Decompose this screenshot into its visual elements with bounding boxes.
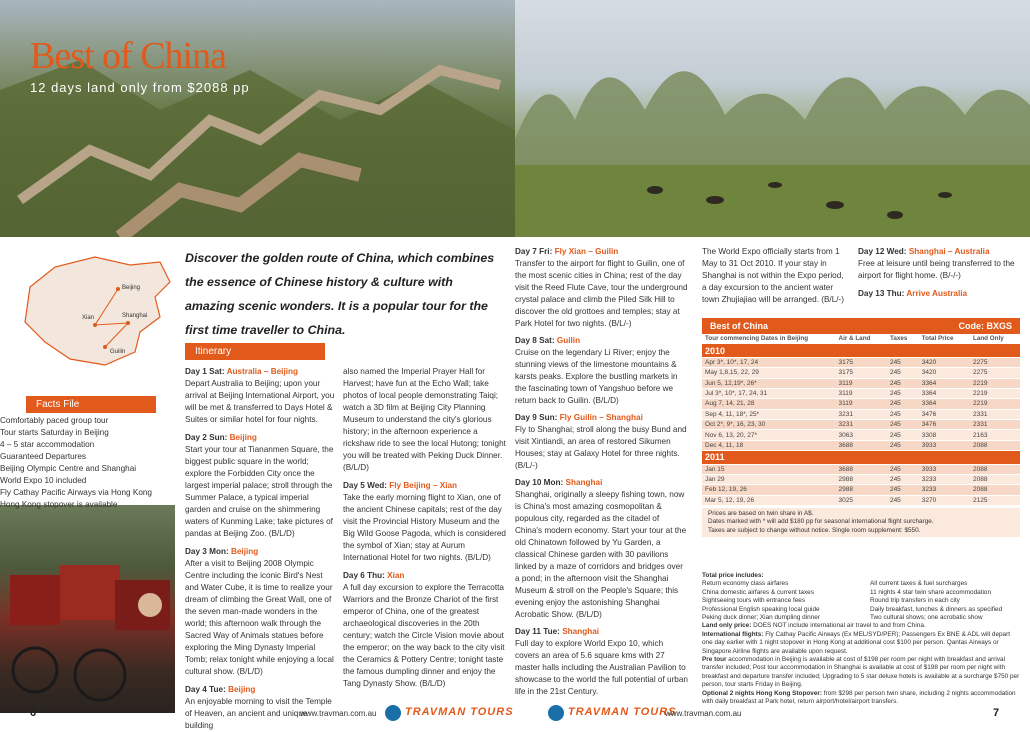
intro-text: Discover the golden route of China, which combines the essence of Chinese history & culture with amazing scenic wonders. It is a popular tour for the first time traveller to China. [185, 251, 495, 337]
table-cell: 3119 [836, 388, 887, 398]
table-row [702, 430, 1020, 440]
inclusion-item: Return economy class airfares [702, 580, 789, 588]
price-table-body [702, 334, 1020, 506]
day-heading: Day 1 Sat: [185, 367, 227, 376]
table-row [702, 378, 1020, 388]
day-destination: Xian [387, 571, 405, 580]
day-description: After a visit to Beijing 2008 Olympic Centre including the iconic Bird's Nest and Water Cube, it is time to realize your dream of climbing the Great Wall, one of the seven man-made wonders in the world; this afternoon walk through the Sacred Way of Animals statues before exploring the Ming Dynasty Imperial Tomb; relax tonight while enjoying a local cultural show. (B/L/D) [185, 559, 334, 676]
day-destination: Shanghai [562, 627, 600, 636]
day-entry [343, 480, 508, 564]
table-cell: 3231 [836, 409, 887, 419]
day-entry [185, 432, 335, 540]
map-label-guilin: Guilin [110, 349, 126, 355]
day-entry [515, 335, 688, 407]
table-cell: 245 [887, 474, 919, 484]
day-description: An enjoyable morning to visit the Temple of Heaven, an ancient and unique building [185, 697, 332, 730]
itinerary-column-2 [343, 366, 508, 690]
rickshaw-photo [0, 505, 175, 713]
day-description: Take the early morning flight to Xian, one of the ancient Chinese capitals; rest of the day visit the Provincial History Museum and the Big Wild Goose Pagoda, which is considered the symbol of Xian; stay at Aurum International Hotel for two nights. (B/L/D) [343, 493, 506, 562]
inclusion-paragraph: International flights: Fly Cathay Pacific Airways (Ex MEL/SYD/PER); Passengers Ex BNE & ADL will depart one day earlier with 1 night stopover in Hong Kong at additional cost $100 per person. Qantas Airways or Singapore Airline flights are available upon request. [702, 630, 1011, 655]
table-cell: 3933 [919, 464, 970, 474]
table-cell: 3119 [836, 378, 887, 388]
table-cell: Jan 29 [702, 474, 836, 484]
table-cell: 245 [887, 495, 919, 505]
itinerary-label: Itinerary [185, 343, 325, 360]
table-row [702, 495, 1020, 505]
table-cell: 3231 [836, 420, 887, 430]
fact-item: 4 – 5 star accommodation [0, 440, 95, 449]
fact-item: Beijing Olympic Centre and Shanghai [0, 464, 137, 473]
table-cell: 2163 [970, 430, 1020, 440]
table-cell: Jun 5, 12,19*, 26* [702, 378, 836, 388]
column-header: Air & Land [836, 334, 887, 344]
price-table-header [702, 318, 1020, 334]
table-cell: 3175 [836, 357, 887, 367]
inclusions-left [702, 580, 852, 622]
table-cell: 3025 [836, 495, 887, 505]
table-cell: 2988 [836, 485, 887, 495]
table-cell: Sep 4, 11, 18*, 25* [702, 409, 836, 419]
table-cell: 3233 [919, 474, 970, 484]
table-cell: 245 [887, 368, 919, 378]
table-cell: 3364 [919, 378, 970, 388]
inclusion-item: Two cultural shows; one acrobatic show [870, 614, 983, 622]
inclusions-heading: Total price includes: [702, 572, 764, 579]
table-cell: Oct 2*, 9*, 16, 23, 30 [702, 420, 836, 430]
day-description: Full day to explore World Expo 10, which covers an area of 5.6 square kms with 27 master halls including the Australian Pavilion to showcase to the world the full potential of urban life in the 21st Century. [515, 639, 688, 696]
table-row [702, 357, 1020, 367]
day-destination: Fly Beijing – Xian [389, 481, 458, 490]
day-destination: Australia – Beijing [226, 367, 298, 376]
inclusions-right [852, 580, 1020, 622]
inclusion-paragraph: Pre tour accommodation in Beijing is available at cost of $198 per room per night with breakfast and arrival transfer included; Post tour accommodation in Shanghai is available at cost of $198 per room per night with breakfast and departure transfer included; Upgrading to 5 star deluxe hotels is available at a surcharge $750 per person, tour starts Friday in Beijing. [702, 656, 1020, 689]
table-cell: 3476 [919, 420, 970, 430]
column-header: Total Price [919, 334, 970, 344]
table-row [702, 474, 1020, 484]
table-cell: Jan 15 [702, 464, 836, 474]
table-cell: 3175 [836, 368, 887, 378]
table-cell: 245 [887, 440, 919, 450]
inclusion-item: Professional English speaking local guide [702, 605, 820, 613]
day-entry [515, 626, 688, 698]
brand-logo-left: TRAVMAN TOURS [405, 706, 514, 718]
day-heading: Day 10 Mon: [515, 478, 566, 487]
day-description: Shanghai, originally a sleepy fishing town, now is China's most amazing cosmopolitan & populous city, regarded as the citadel of China's modern economy. Start your tour at the old Chinatown followed by Yu Garden, a classical Chinese garden with 30 pavilions linked by a maze of corridors and bridges over a pond; in the afternoon visit the Shanghai Museum & stroll on the People's Square; this evening enjoy the astonishing Shanghai Acrobatic Show. (B/L/D) [515, 490, 687, 619]
table-row [702, 388, 1020, 398]
globe-logo-icon [385, 705, 401, 721]
day-heading: Day 12 Wed: [858, 247, 909, 256]
table-cell: Aug 7, 14, 21, 28 [702, 399, 836, 409]
map-label-shanghai: Shanghai [122, 313, 148, 319]
price-table [702, 318, 1020, 537]
day-entry [343, 570, 508, 690]
itinerary-column-5 [858, 246, 1018, 300]
day-entry [515, 477, 688, 621]
table-cell: 2331 [970, 409, 1020, 419]
table-cell: 2219 [970, 399, 1020, 409]
globe-logo-icon [548, 705, 564, 721]
page-title: Best of China [30, 35, 226, 77]
day-description: Transfer to the airport for flight to Guilin, one of the most scenic cities in China; rest of the day visit the Reed Flute Cave, tour the underground crystal palace and climb the Piled Silk Hill to discover the old grottoes and temples; stay at Park Hotel for two nights. (B/L/-) [515, 259, 688, 328]
price-note: Taxes are subject to change without notice. Single room supplement: $550. [708, 526, 921, 534]
day-destination: Fly Xian – Guilin [554, 247, 619, 256]
column-header: Taxes [887, 334, 919, 344]
footer-url-left[interactable]: www.travman.com.au [300, 709, 377, 718]
day-destination: Shanghai [565, 478, 603, 487]
day-destination: Guilin [556, 336, 581, 345]
fact-item: Comfortably paced group tour [0, 416, 109, 425]
day-heading: Day 13 Thu: [858, 289, 907, 298]
table-cell: 3420 [919, 357, 970, 367]
day-description: Depart Australia to Beijing; upon your arrival at Beijing International Airport, you will be met & transferred to Days Hotel & Suites or similar hotel for four nights. [185, 379, 335, 424]
inclusion-item: Sightseeing tours with entrance fees [702, 597, 806, 605]
table-cell: 3420 [919, 368, 970, 378]
day-heading: Day 4 Tue: [185, 685, 229, 694]
inclusions [702, 572, 1020, 707]
day-description: Cruise on the legendary Li River; enjoy the stunning views of the limestone mountains & karsts peaks. Explore the bustling markets in the fascinating town of Yangshuo before we return back to Guilin. (B/L/D) [515, 348, 678, 405]
table-cell: 3270 [919, 495, 970, 505]
day-description: A full day excursion to explore the Terracotta Warriors and the Bronze Chariot of the first emperor of China, one of the greatest archaeological discoveries in the 20th century; watch the Circle Vision movie about the emperor; on the way back to the city visit the Ceramics & Pottery Centre; tonight taste the famous dumpling dinner and enjoy the Tang Dynasty Show. (B/L/D) [343, 583, 505, 688]
day-heading: Day 6 Thu: [343, 571, 388, 580]
table-cell: 245 [887, 430, 919, 440]
day-destination: Fly Guilin – Shanghai [559, 413, 643, 422]
table-cell: 2088 [970, 485, 1020, 495]
day-destination: Shanghai – Australia [908, 247, 990, 256]
day-destination: Beijing [230, 547, 259, 556]
brand-logo-right: TRAVMAN TOURS [568, 706, 677, 718]
price-year-row [702, 344, 1020, 357]
itinerary-column-3 [515, 246, 688, 698]
inclusions-lists [702, 580, 1020, 622]
table-cell: 2088 [970, 440, 1020, 450]
table-cell: May 1,8,15, 22, 29 [702, 368, 836, 378]
table-cell: 2088 [970, 464, 1020, 474]
price-table-columns [702, 334, 1020, 344]
table-cell: 245 [887, 464, 919, 474]
day-entry [515, 412, 688, 472]
table-cell: 3688 [836, 464, 887, 474]
day-heading: Day 5 Wed: [343, 481, 390, 490]
fact-item: Hong Kong stopover is available [0, 500, 118, 509]
inclusion-paragraph: Land only price: DOES NOT include international air travel to and from China. [702, 622, 926, 630]
table-cell: Feb 12, 19, 26 [702, 485, 836, 495]
tour-code: Code: BXGS [958, 321, 1012, 331]
expo-note: The World Expo officially starts from 1 May to 31 Oct 2010. If your stay in Shanghai is not within the Expo period, a day excursion to the ancient water town Zhujiajiao will be arranged. (B/L/-) [702, 247, 844, 304]
table-cell: 2088 [970, 474, 1020, 484]
table-row [702, 409, 1020, 419]
footer-url-right[interactable]: www.travman.com.au [665, 709, 742, 718]
fact-item: World Expo 10 included [0, 476, 87, 485]
day-description: Start your tour at Tiananmen Square, the biggest public square in the world; explore the Forbidden City once the largest imperial palace; stroll through the Summer Palace, a typical imperial garden and cruise on the shimmering waters of Kunming Lake; take pictures of pandas at Beijing Zoo. (B/L/D) [185, 445, 334, 538]
table-cell: Apr 3*, 10*, 17, 24 [702, 357, 836, 367]
day-heading: Day 2 Sun: [185, 433, 230, 442]
inclusion-item: Peking duck dinner; Xian dumpling dinner [702, 614, 820, 622]
price-note: Prices are based on twin share in A$. [708, 510, 814, 517]
inclusion-item: Round trip transfers in each city [870, 597, 960, 605]
table-row [702, 368, 1020, 378]
table-cell: 2219 [970, 388, 1020, 398]
table-cell: 2275 [970, 368, 1020, 378]
table-cell: Mar 5, 12, 19, 26 [702, 495, 836, 505]
table-cell: 3119 [836, 399, 887, 409]
map-label-beijing: Beijing [122, 285, 141, 291]
facts-file-label: Facts File [26, 396, 156, 413]
table-cell: 3364 [919, 388, 970, 398]
day-entry [858, 288, 1018, 300]
table-cell: 3476 [919, 409, 970, 419]
day-heading: Day 9 Sun: [515, 413, 560, 422]
price-year: 2011 [702, 451, 1020, 464]
table-row [702, 464, 1020, 474]
inclusion-item: China domestic airfares & current taxes [702, 588, 814, 596]
table-cell: 245 [887, 485, 919, 495]
fact-item: Guaranteed Departures [0, 452, 87, 461]
day-entry [185, 366, 335, 426]
price-year-row [702, 451, 1020, 464]
guilin-landscape-photo [515, 0, 1030, 237]
table-cell: Nov 6, 13, 20, 27* [702, 430, 836, 440]
day-heading: Day 7 Fri: [515, 247, 555, 256]
china-map [10, 247, 180, 372]
column-header: Tour commencing Dates in Beijing [702, 334, 836, 344]
table-row [702, 485, 1020, 495]
table-row [702, 420, 1020, 430]
day-destination: Beijing [228, 685, 256, 694]
fact-item: Tour starts Saturday in Beijing [0, 428, 109, 437]
day-heading: Day 11 Tue: [515, 627, 563, 636]
column-header: Land Only [970, 334, 1020, 344]
table-cell: 2275 [970, 357, 1020, 367]
day-entry [858, 246, 1018, 282]
table-cell: Jul 3*, 10*, 17, 24, 31 [702, 388, 836, 398]
day-destination: Beijing [229, 433, 257, 442]
page-subtitle: 12 days land only from $2088 pp [30, 80, 250, 95]
inclusion-item: All current taxes & fuel surcharges [870, 580, 968, 588]
page-number-left: 6 [30, 707, 37, 719]
table-cell: 245 [887, 399, 919, 409]
price-note: Dates marked with * will add $180 pp for seasonal international flight surcharge. [708, 518, 934, 526]
day-entry [185, 546, 335, 678]
table-cell: 245 [887, 388, 919, 398]
tour-name: Best of China [710, 321, 769, 331]
inclusion-paragraph: Optional 2 nights Hong Kong Stopover: from $298 per person twin share, including 2 nights accommodation with daily breakfast at Park hotel, return airport/hotel/airport transfers. [702, 689, 1016, 706]
table-cell: 3308 [919, 430, 970, 440]
price-year: 2010 [702, 344, 1020, 357]
day-destination: Arrive Australia [906, 289, 968, 298]
map-label-xian: Xian [82, 315, 95, 321]
day-description: Fly to Shanghai; stroll along the busy Bund and visit Xintiandi, an area of restored Sikumen Houses; stay at Galaxy Hotel for three nights. (B/L/-) [515, 425, 687, 470]
price-notes [702, 508, 1020, 537]
day-heading: Day 3 Mon: [185, 547, 231, 556]
table-cell: Dec 4, 11, 18 [702, 440, 836, 450]
table-cell: 245 [887, 378, 919, 388]
table-cell: 3688 [836, 440, 887, 450]
table-cell: 3364 [919, 399, 970, 409]
inclusion-item: Daily breakfast, lunches & dinners as specified [870, 605, 1003, 613]
table-row [702, 440, 1020, 450]
table-cell: 3933 [919, 440, 970, 450]
table-cell: 3063 [836, 430, 887, 440]
page-number-right: 7 [993, 707, 1000, 719]
table-cell: 245 [887, 420, 919, 430]
day-description: Free at leisure until being transferred to the airport for flight home. (B/-/-) [858, 259, 1015, 280]
table-cell: 2125 [970, 495, 1020, 505]
fact-item: Fly Cathay Pacific Airways via Hong Kong [0, 488, 152, 497]
table-cell: 2331 [970, 420, 1020, 430]
day-entry [185, 684, 335, 732]
table-cell: 245 [887, 409, 919, 419]
table-cell: 2988 [836, 474, 887, 484]
table-cell: 3233 [919, 485, 970, 495]
day-heading: Day 8 Sat: [515, 336, 557, 345]
day-description: also named the Imperial Prayer Hall for Harvest; have fun at the Echo Wall; take photos of local people demonstrating Taiqi; watch a 3D film at Beijing City Planning Museum to understand the city's glorious history; in the afternoon experience a rickshaw ride to see the local Hutong; tonight you will be treated with Peking Duck Dinner. (B/L/D) [343, 367, 506, 472]
inclusion-item: 11 nights 4 star twin share accommodation [870, 588, 992, 596]
day-entry [515, 246, 688, 330]
table-row [702, 399, 1020, 409]
facts-list [0, 415, 175, 511]
table-cell: 2219 [970, 378, 1020, 388]
table-cell: 245 [887, 357, 919, 367]
itinerary-column-1 [185, 366, 335, 732]
